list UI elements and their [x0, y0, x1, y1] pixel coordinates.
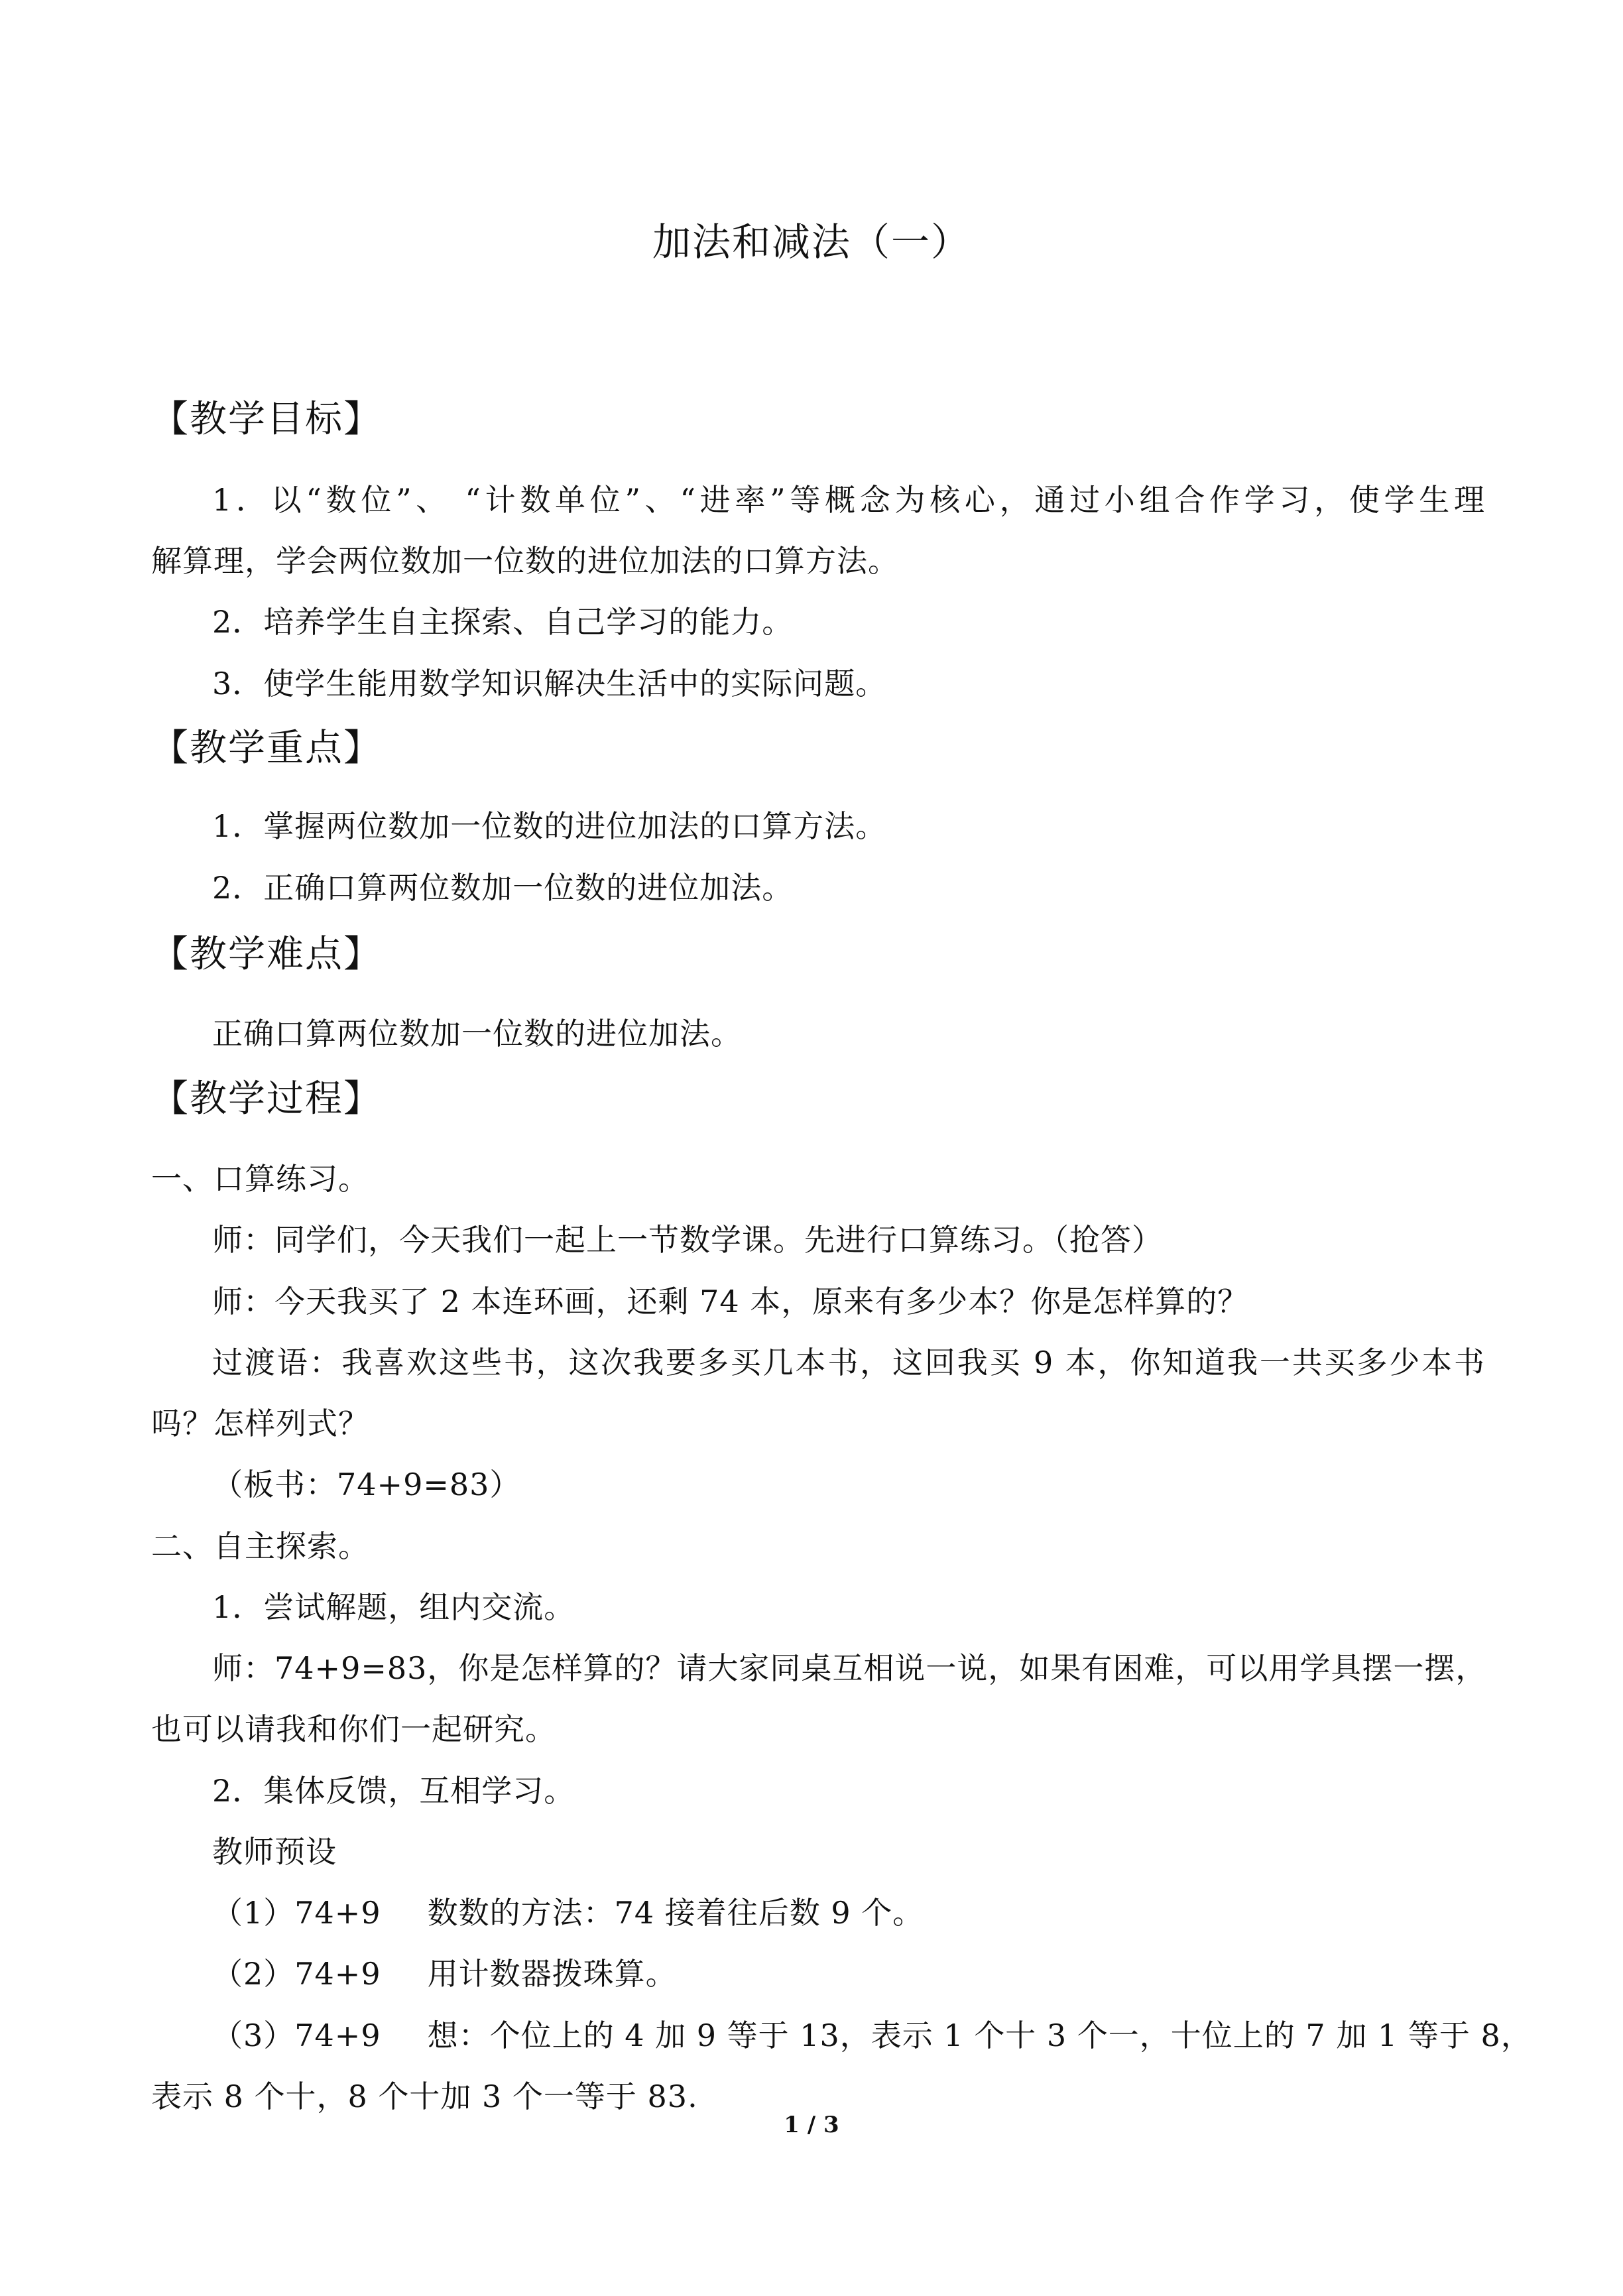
process-paragraph-3-line-2: 吗？怎样列式？: [151, 1406, 369, 1441]
section-1-title: 一、口算练习。: [151, 1161, 369, 1197]
heading-teaching-key-points: 【教学重点】: [151, 727, 382, 770]
board-writing: （板书：74+9=83）: [212, 1467, 521, 1502]
method-2: [212, 1950, 677, 1994]
method-3: [212, 2012, 1532, 2055]
page-number: 1 / 3: [784, 2112, 839, 2138]
method-1: [212, 1889, 924, 1933]
method-3-continuation: 表示 8 个十，8 个十加 3 个一等于 83.: [151, 2079, 698, 2114]
method-3-text: 想：个位上的 4 加 9 等于 13，表示 1 个十 3 个一，十位上的 7 加 1 等于 8，: [427, 2018, 1532, 2053]
document-title: 加法和减法（一）: [652, 219, 971, 265]
process-paragraph-3-line-1: 过渡语：我喜欢这些书，这次我要多买几本书，这回我买 9 本，你知道我一共买多少本书: [212, 1345, 1485, 1380]
method-1-text: 数数的方法：74 接着往后数 9 个。: [427, 1895, 924, 1931]
method-2-label: （2）74+9: [212, 1956, 381, 1992]
method-1-label: （1）74+9: [212, 1895, 381, 1931]
method-3-label: （3）74+9: [212, 2018, 381, 2053]
process-paragraph-6-line-1: 师：74+9=83，你是怎样算的？请大家同桌互相说一说，如果有困难，可以用学具摆一摆，: [212, 1650, 1487, 1686]
heading-teaching-goals: 【教学目标】: [151, 398, 382, 441]
section-2-title: 二、自主探索。: [151, 1528, 369, 1564]
goal-3: 3．使学生能用数学知识解决生活中的实际问题。: [212, 666, 887, 701]
goal-1-line-1: 1．以“数位”、 “计数单位”、“进率”等概念为核心，通过小组合作学习，使学生理: [212, 482, 1485, 518]
key-point-2: 2．正确口算两位数加一位数的进位加法。: [212, 870, 794, 906]
process-step-1: 1．尝试解题，组内交流。: [212, 1589, 575, 1625]
key-point-1: 1．掌握两位数加一位数的进位加法的口算方法。: [212, 808, 887, 844]
difficulty-1: 正确口算两位数加一位数的进位加法。: [212, 1016, 742, 1052]
process-paragraph-1: 师：同学们，今天我们一起上一节数学课。先进行口算练习。（抢答）: [212, 1222, 1163, 1258]
teacher-presets-label: 教师预设: [212, 1834, 337, 1870]
process-paragraph-2: 师：今天我买了 2 本连环画，还剩 74 本，原来有多少本？你是怎样算的？: [212, 1284, 1249, 1319]
process-step-2: 2．集体反馈，互相学习。: [212, 1773, 575, 1809]
goal-2: 2．培养学生自主探索、自己学习的能力。: [212, 604, 794, 640]
heading-teaching-process: 【教学过程】: [151, 1077, 382, 1120]
goal-1-line-2: 解算理，学会两位数加一位数的进位加法的口算方法。: [151, 543, 899, 579]
method-2-text: 用计数器拨珠算。: [427, 1956, 677, 1992]
heading-teaching-difficulty: 【教学难点】: [151, 933, 382, 976]
process-paragraph-6-line-2: 也可以请我和你们一起研究。: [151, 1711, 556, 1747]
